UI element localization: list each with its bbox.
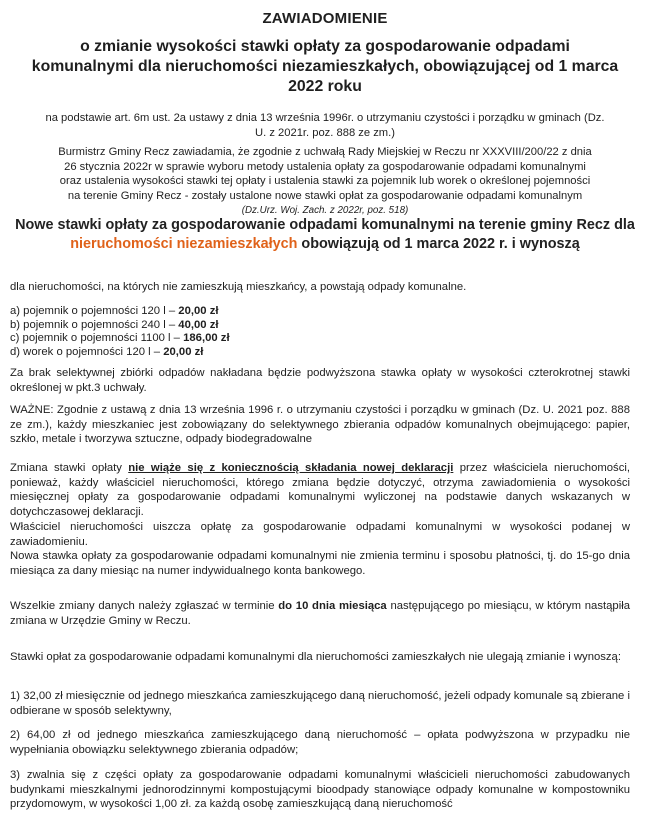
deadline-note-before: Wszelkie zmiany danych należy zgłaszać w terminie — [10, 600, 279, 612]
residential-rates-intro: Stawki opłat za gospodarowanie odpadami komunalnymi dla nieruchomości zamieszkałych nie ulegają zmianie i wynoszą: — [10, 651, 621, 663]
declaration-note-after: przez właściciela nieruchomości, ponieważ, każdy właściciel nieruchomości, którego zmiana będzie dotyczyć, otrzyma zawiadomienia o wysokości miesięcznej opłaty za gospodarowanie odpadami komunalnymi wyliczonej na podstawie danych wskazanych w dotychczasowej deklaracji. — [10, 462, 630, 518]
deadline-note-after: następującego po miesiącu, w którym nastąpiła zmiana w Urzędzie Gminy w Reczu. — [10, 600, 630, 627]
rates-intro: dla nieruchomości, na których nie zamieszkują mieszkańcy, a powstają odpady komunalne. — [10, 281, 467, 293]
rate-item — [10, 346, 230, 360]
rate-item — [10, 305, 230, 319]
rate-price: 40,00 zł — [178, 318, 219, 331]
headline-part-2: obowiązują od 1 marca 2022 r. i wynoszą — [297, 235, 580, 252]
declaration-note-before: Zmiana stawki opłaty — [10, 462, 129, 474]
owner-payment-note: Właściciel nieruchomości uiszcza opłatę za gospodarowanie odpadami komunalnymi w wysokości podanej w zawiadomieniu. — [10, 521, 630, 548]
rate-label: b) pojemnik o pojemności 240 l – — [10, 318, 179, 331]
headline-part-1: Nowe stawki opłaty za gospodarowanie odpadami komunalnymi na terenie gminy Recz dla — [15, 217, 635, 233]
notice-subtitle: o zmianie wysokości stawki opłaty za gospodarowanie odpadami komunalnymi dla nieruchomości niezamieszkałych, obowiązującej od 1 marca 2022 roku — [31, 38, 619, 95]
rate-price: 186,00 zł — [183, 332, 230, 345]
deadline-note-emphasis: do 10 dnia miesiąca — [278, 600, 387, 612]
important-note: WAŻNE: Zgodnie z ustawą z dnia 13 września 1996 r. o utrzymaniu czystości i porządku w gminach (Dz. U. 2021 poz. 888 ze zm.), każdy mieszkaniec jest zobowiązany do selektywnego zbierania odpadów komunalnych obejmującego: papier, szkło, metale i tworzywa sztuczne, odpady biodegradowalne — [10, 404, 630, 446]
rate-price: 20,00 zł — [178, 305, 219, 317]
residential-rate-item: 1) 32,00 zł miesięcznie od jednego mieszkańca zamieszkującego daną nieruchomość, jeżeli odpady komunale są zbierane i odbierane w sposób selektywny, — [10, 690, 630, 717]
rate-label: c) pojemnik o pojemności 1100 l – — [10, 332, 184, 345]
rate-label: d) worek o pojemności 120 l – — [10, 345, 164, 358]
payment-terms-note: Nowa stawka opłaty za gospodarowanie odpadami komunalnymi nie zmienia terminu i sposobu płatności, tj. do 15-go dnia miesiąca za dany miesiąc na numer indywidualnego konta bankowego. — [10, 550, 630, 577]
residential-rate-item: 3) zwalnia się z części opłaty za gospodarowanie odpadami komunalnymi właścicieli nieruchomości zabudowanych budynkami mieszkalnymi jednorodzinnymi kompostującymi bioodpady stanowiące odpady komunalne w kompostowniku przydomowym, w wysokości 1,00 zł. za każdą osobę zamieszkującą daną nieruchomość — [10, 769, 630, 811]
declaration-note — [10, 461, 630, 519]
announcement-text: Burmistrz Gminy Recz zawiadamia, że zgodnie z uchwałą Rady Miejskiej w Reczu nr XXXVIII/200/22 z dnia 26 stycznia 2022r w sprawie wyboru metody ustalenia opłaty za gospodarowanie odpadami komunalnymi oraz ustalenia wysokości stawki tej opłaty i ustalenia stawki za pojemnik lub worek o określonej pojemności na terenie Gminy Recz - zostały ustalone nowe stawki opłat za gospodarowanie odpadami komunalnym — [58, 146, 592, 202]
rate-item — [10, 319, 230, 333]
selective-collection-note: Za brak selektywnej zbiórki odpadów nakładana będzie podwyższona stawka opłaty w wysokości czterokrotnej stawki określonej w pkt.3 uchwały. — [10, 367, 630, 394]
announcement — [55, 145, 595, 219]
rate-item — [10, 332, 230, 346]
headline-highlight: nieruchomości niezamieszkałych — [70, 235, 298, 252]
declaration-note-emphasis: nie wiąże się z koniecznością składania nowej deklaracji — [128, 462, 454, 474]
legal-basis: na podstawie art. 6m ust. 2a ustawy z dnia 13 września 1996r. o utrzymaniu czystości i porządku w gminach (Dz. U. z 2021r. poz. 888 ze zm.) — [45, 112, 605, 139]
announcement-reference: (Dz.Urz. Woj. Zach. z 2022r, poz. 518) — [241, 205, 409, 217]
rate-label: a) pojemnik o pojemności 120 l – — [10, 305, 179, 317]
notice-title: ZAWIADOMIENIE — [262, 10, 388, 27]
data-change-deadline-note — [10, 599, 630, 628]
rates-list — [10, 305, 230, 359]
payment-notes — [10, 520, 630, 578]
residential-rate-item: 2) 64,00 zł od jednego mieszkańca zamieszkującego daną nieruchomość – opłata podwyższona w przypadku nie wypełniania obowiązku selektywnego zbierania odpadów; — [10, 729, 630, 756]
rate-price: 20,00 zł — [163, 345, 204, 358]
rates-headline — [10, 216, 640, 253]
